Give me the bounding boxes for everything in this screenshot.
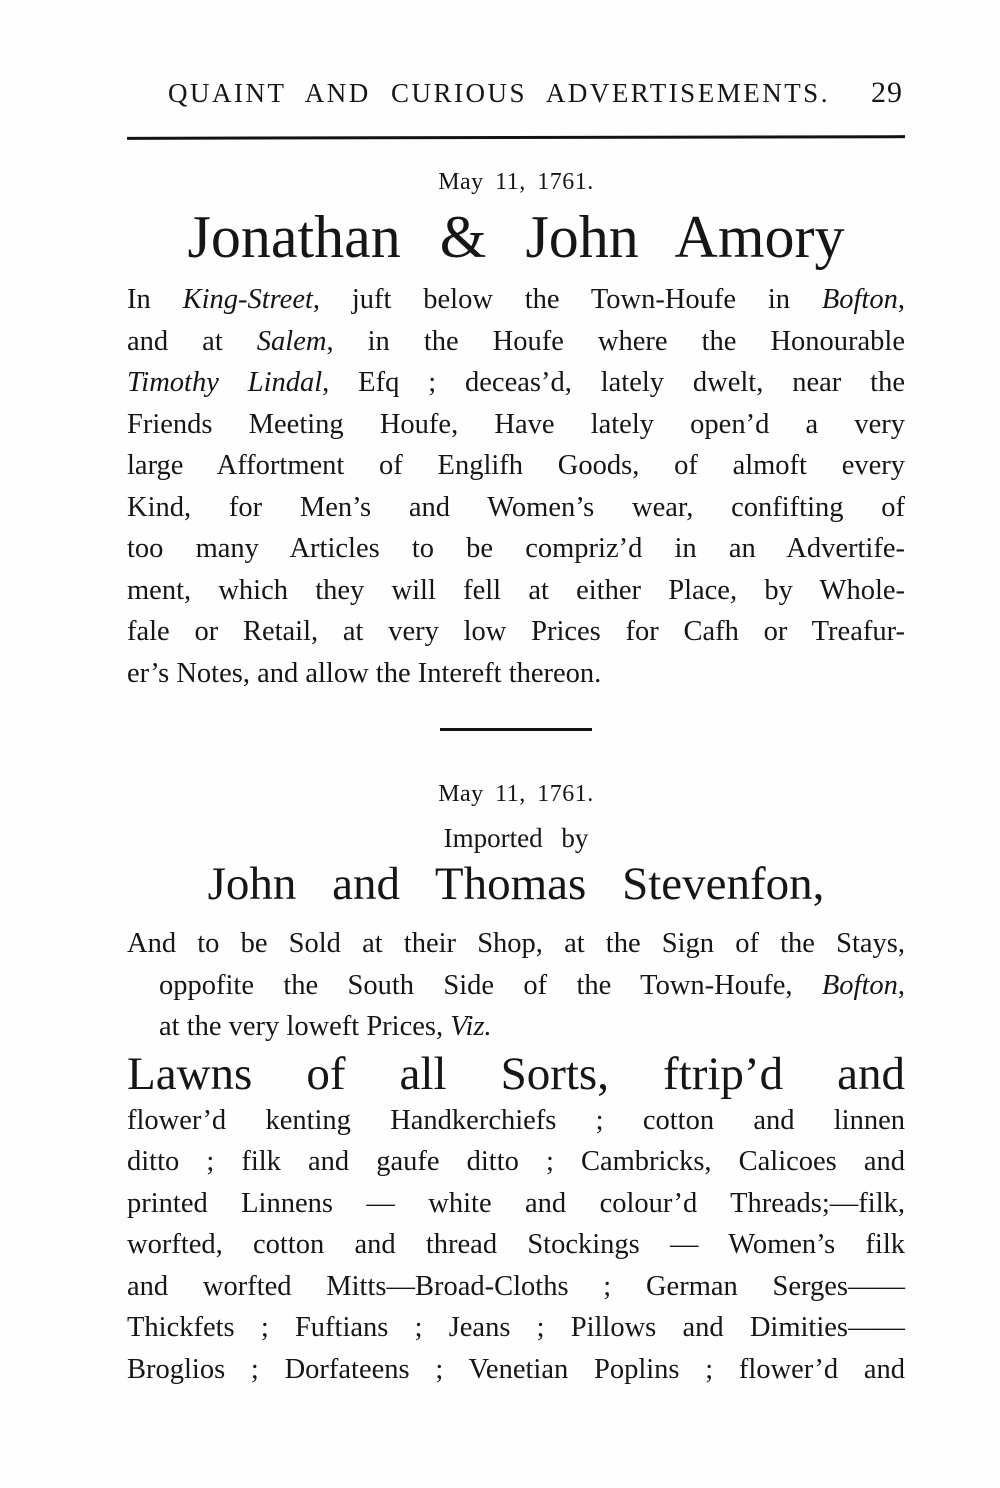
- text-segment: ,: [897, 969, 905, 1001]
- text-line: [127, 1141, 905, 1183]
- ad-heading-amory: Jonathan & John Amory: [187, 204, 845, 270]
- text-segment: , juft below the Town-Houfe in: [312, 284, 822, 315]
- text-segment: at the very loweft Prices,: [159, 1011, 451, 1042]
- text-segment: and at: [127, 325, 257, 357]
- text-segment: , in the Houfe where the Honourable: [326, 325, 905, 357]
- text-line: [127, 445, 905, 487]
- text-segment: Lawns of all Sorts, ftrip’d and: [127, 1047, 905, 1100]
- text-segment: Thickfets ; Fuftians ; Jeans ; Pillows and Dimities——: [127, 1312, 905, 1343]
- text-block: [127, 0, 905, 1390]
- text-segment: Friends Meeting Houfe, Have lately open’d a very: [127, 408, 905, 440]
- text-line: [127, 1048, 905, 1100]
- italic-text-segment: Timothy Lindal: [127, 367, 323, 398]
- text-line: [127, 1349, 905, 1391]
- text-segment: large Affortment of Englifh Goods, of almoft every: [127, 450, 905, 481]
- text-segment: too many Articles to be compriz’d in an Advertife-: [127, 533, 905, 564]
- text-segment: oppofite the South Side of the Town-Houfe,: [159, 969, 822, 1001]
- ad-body-amory: [127, 279, 905, 694]
- text-segment: er’s Notes, and allow the Intereft thereon.: [127, 657, 602, 689]
- text-segment: , Efq ; deceas’d, lately dwelt, near the: [322, 367, 905, 398]
- text-line: [127, 321, 905, 363]
- ad-date: May 11, 1761.: [438, 781, 594, 807]
- ad-date: May 11, 1761.: [438, 169, 594, 195]
- text-segment: ment, which they will fell at either Place, by Whole-: [127, 574, 905, 606]
- text-line: [127, 653, 905, 695]
- text-line: [127, 528, 905, 570]
- text-segment: Kind, for Men’s and Women’s wear, confifting of: [127, 491, 905, 523]
- advertisement-stevenson: [127, 779, 905, 1390]
- page-number: 29: [871, 76, 903, 109]
- text-segment: worfted, cotton and thread Stockings — Women’s filk: [127, 1229, 905, 1260]
- header-rule: [127, 135, 905, 140]
- italic-text-segment: King-Street: [182, 284, 313, 315]
- text-segment: and worfted Mitts—Broad-Cloths ; German Serges——: [127, 1270, 905, 1302]
- text-segment: Broglios ; Dorfateens ; Venetian Poplins ; flower’d and: [127, 1353, 905, 1385]
- text-segment: fale or Retail, at very low Prices for Cafh or Treafur-: [127, 616, 905, 647]
- text-line: [127, 1183, 905, 1225]
- running-header: [127, 0, 905, 110]
- text-segment: In: [127, 284, 183, 315]
- text-line: [127, 1006, 905, 1048]
- text-line: [127, 965, 905, 1007]
- text-segment: ditto ; filk and gaufe ditto ; Cambricks, Calicoes and: [127, 1146, 905, 1177]
- ad-body-stevenson: [127, 1100, 905, 1391]
- ad-intro-stevenson: [127, 923, 905, 1048]
- text-segment: flower’d kenting Handkerchiefs ; cotton and linnen: [127, 1104, 905, 1136]
- text-segment: ,: [897, 284, 905, 315]
- italic-text-segment: Bofton: [821, 969, 898, 1001]
- text-line: [127, 487, 905, 529]
- advertisement-amory: [127, 167, 905, 694]
- text-line: [127, 404, 905, 446]
- text-line: [127, 279, 905, 321]
- ad-heading-stevenson: John and Thomas Stevenfon,: [207, 858, 825, 910]
- text-line: [127, 923, 905, 965]
- text-line: [127, 1224, 905, 1266]
- italic-text-segment: Salem: [256, 325, 327, 357]
- italic-text-segment: Viz.: [450, 1011, 492, 1042]
- running-head-title: QUAINT AND CURIOUS ADVERTISEMENTS.: [168, 78, 830, 108]
- imported-by-line: Imported by: [443, 823, 589, 853]
- text-line: [127, 1266, 905, 1308]
- text-segment: printed Linnens — white and colour’d Threads;—filk,: [127, 1187, 905, 1219]
- section-divider: [440, 728, 592, 731]
- text-line: [127, 611, 905, 653]
- text-segment: And to be Sold at their Shop, at the Sign of the Stays,: [127, 928, 905, 959]
- ad-lead-line: [127, 1048, 905, 1100]
- text-line: [127, 362, 905, 404]
- text-line: [127, 1100, 905, 1142]
- italic-text-segment: Bofton: [821, 284, 898, 315]
- text-line: [127, 1307, 905, 1349]
- text-line: [127, 570, 905, 612]
